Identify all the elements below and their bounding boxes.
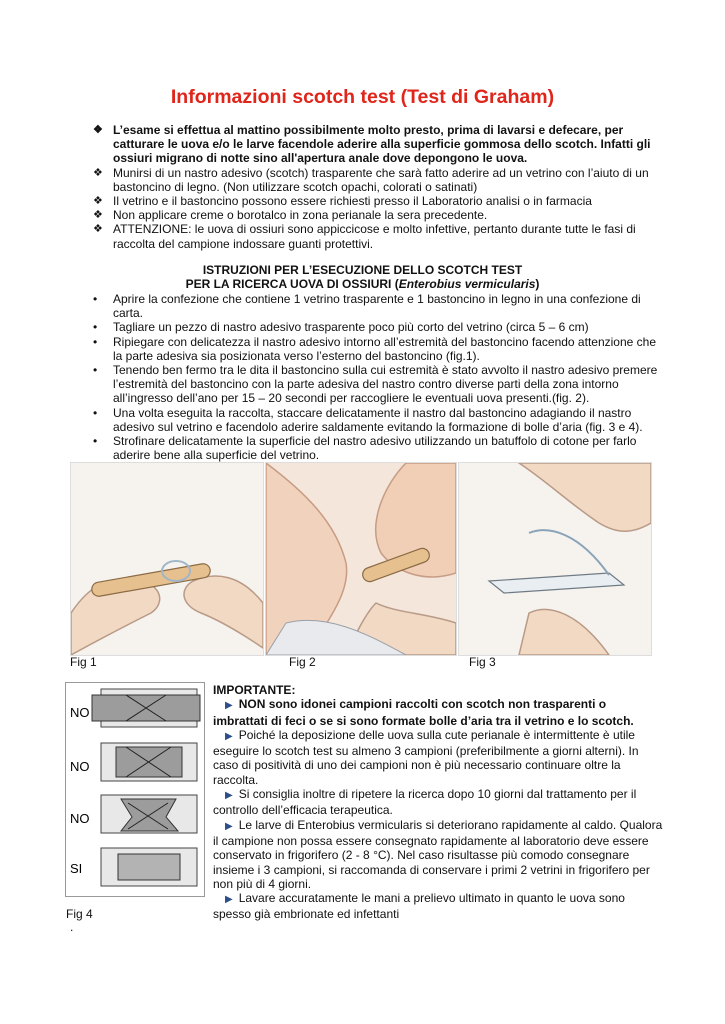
- step-item: • Strofinare delicatamente la superficie del nastro adesivo utilizzando un batuffolo di cotone per farlo aderire bene alla superficie del vetrino.: [93, 434, 637, 463]
- step-item: • Tagliare un pezzo di nastro adesivo trasparente poco più corto del vetrino (circa 5 – 6 cm): [93, 320, 589, 335]
- intro-item: ❖ L’esame si effettua al mattino possibilmente molto presto, prima di lavarsi e defecare, per catturare le uova e/o le larve facendole aderire alla superficie gommosa dello scotch. Infatti gli ossiuri migrano di notte sino all'apertura anale dove depongono le uova.: [93, 123, 651, 166]
- diamond-bullet-icon: ❖: [93, 166, 103, 179]
- step-item: • Una volta eseguita la raccolta, staccare delicatamente il nastro dal bastoncino adagiando il nastro adesivo sul vetrino e facendolo aderire saldamente evitando la formazione di bolle d’aria (fig. 3 e 4).: [93, 405, 643, 434]
- bullet-icon: •: [93, 405, 98, 420]
- important-item: ▶ NON sono idonei campioni raccolti con scotch non trasparenti o imbrattati di feci o se si sono formate bolle d’aria tra il vetrino e lo scotch.: [213, 697, 634, 728]
- important-heading: IMPORTANTE:: [213, 683, 296, 697]
- fig4-label: NO: [70, 811, 90, 826]
- bullet-icon: •: [93, 363, 98, 378]
- triangle-bullet-icon: ▶: [225, 894, 233, 906]
- intro-list: [93, 123, 663, 251]
- triangle-bullet-icon: ▶: [225, 700, 233, 712]
- bullet-icon: •: [93, 334, 98, 349]
- intro-item: ❖ Munirsi di un nastro adesivo (scotch) trasparente che sarà fatto aderire ad un vetrino con l’aiuto di un bastoncino di legno. (Non utilizzare scotch opachi, colorati o satinati): [93, 165, 649, 194]
- figure-1-illustration: [70, 462, 264, 656]
- figure-1-caption: Fig 1: [70, 655, 97, 669]
- step-item: • Ripiegare con delicatezza il nastro adesivo intorno all’estremità del bastoncino facendo attenzione che la parte adesiva sia posizionata verso l’esterno del bastoncino (fig.1).: [93, 334, 656, 363]
- step-item: • Aprire la confezione che contiene 1 vetrino trasparente e 1 bastoncino in legno in una confezione di carta.: [93, 292, 641, 321]
- important-item: ▶ Poiché la deposizione delle uova sulla cute perianale è intermittente è utile eseguire lo scotch test su almeno 3 campioni (preferibilmente a giorni alterni). In caso di positività di uno dei campioni non è più necessario continuare oltre la raccolta.: [213, 727, 639, 787]
- triangle-bullet-icon: ▶: [225, 730, 233, 742]
- important-item: ▶ Le larve di Enterobius vermicularis si deteriorano rapidamente al caldo. Qualora il campione non possa essere consegnato rapidamente al laboratorio deve essere conservato in frigorifero (2 - 8 °C). Nel caso risultasse più comodo consegnare insieme i 3 campioni, si raccomanda di conservare i primi 2 vetrini in frigorifero per non più di 4 giorni.: [213, 817, 663, 891]
- diamond-bullet-icon: ❖: [93, 124, 103, 136]
- instructions-heading: ISTRUZIONI PER L’ESECUZIONE DELLO SCOTCH TEST PER LA RICERCA UOVA DI OSSIURI (Enterobius vermicularis): [185, 263, 540, 292]
- important-section: [213, 683, 663, 922]
- diamond-bullet-icon: ❖: [93, 209, 103, 222]
- bullet-icon: •: [93, 320, 98, 335]
- intro-item: ❖ ATTENZIONE: le uova di ossiuri sono appiccicose e molto infettive, pertanto durante tutte le fasi di raccolta del campione indossare guanti protettivi.: [93, 222, 636, 251]
- important-item: ▶ Lavare accuratamente le mani a prelievo ultimato in quanto le uova sono spesso già embrionate ed infettanti: [213, 891, 625, 922]
- diamond-bullet-icon: ❖: [93, 223, 103, 236]
- intro-item: ❖ Il vetrino e il bastoncino possono essere richiesti presso il Laboratorio analisi o in farmacia: [93, 194, 592, 209]
- bullet-icon: •: [93, 434, 98, 449]
- tape-on-slide-icon: [459, 463, 651, 655]
- fig4-label: SI: [70, 861, 83, 876]
- hands-wrapping-tape-icon: [71, 463, 263, 655]
- fig4-label: NO: [70, 705, 90, 720]
- slide-examples-icon: [66, 683, 204, 896]
- figure-3-illustration: [458, 462, 652, 656]
- triangle-bullet-icon: ▶: [225, 820, 233, 832]
- fig4-label: NO: [70, 759, 90, 774]
- intro-item: ❖ Non applicare creme o borotalco in zona perianale la sera precedente.: [93, 208, 488, 223]
- important-item: ▶ Si consiglia inoltre di ripetere la ricerca dopo 10 giorni dal trattamento per il controllo dell’efficacia terapeutica.: [213, 787, 637, 818]
- figure-3-caption: Fig 3: [469, 655, 496, 669]
- triangle-bullet-icon: ▶: [225, 790, 233, 802]
- footer-mark: .: [70, 920, 74, 934]
- diamond-bullet-icon: ❖: [93, 195, 103, 208]
- page-title: Informazioni scotch test (Test di Graham): [170, 86, 555, 108]
- figure-2-illustration: [265, 462, 457, 656]
- step-item: • Tenendo ben fermo tra le dita il bastoncino sulla cui estremità è stato avvolto il nastro adesivo premere l’estremità del bastoncino con la parte adesiva del nastro contro diverse parti della zona intorno all’ingresso dell’ano per 15 – 20 secondi per raccogliere le eventuali uova presenti.(fig. 2).: [93, 363, 658, 406]
- figure-4-illustration: [65, 682, 205, 897]
- figure-4-caption: Fig 4: [66, 907, 93, 921]
- steps-list: [93, 292, 663, 462]
- perianal-sampling-icon: [266, 463, 456, 655]
- figure-2-caption: Fig 2: [289, 655, 316, 669]
- bullet-icon: •: [93, 292, 98, 306]
